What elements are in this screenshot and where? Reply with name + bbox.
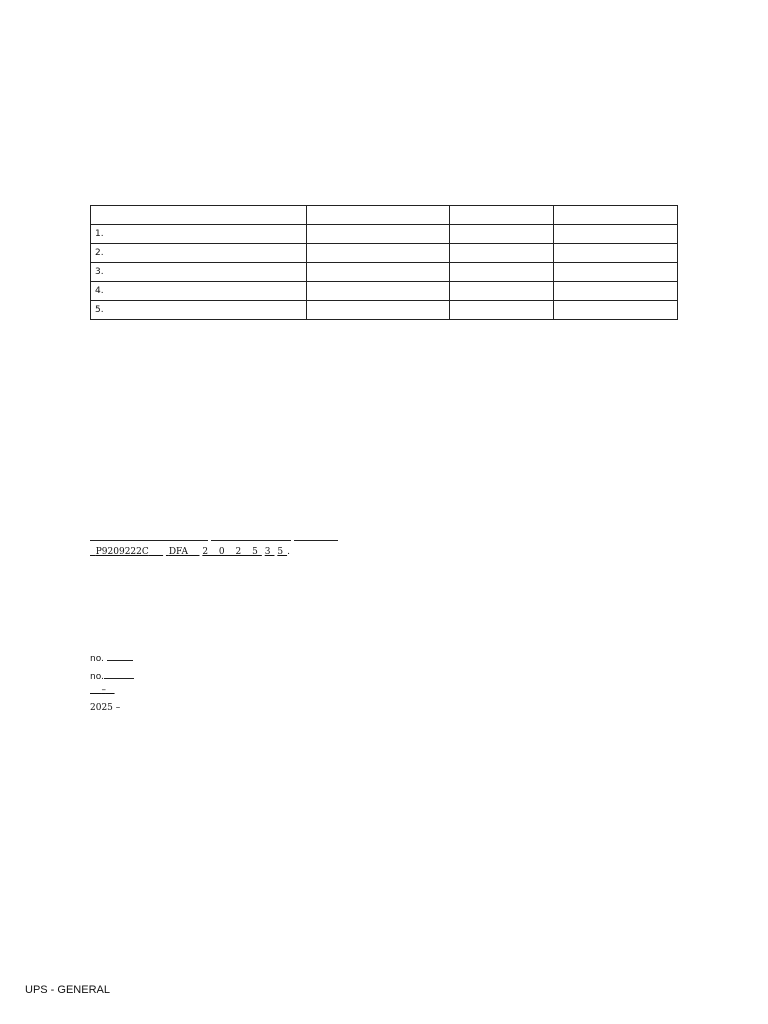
page-number-line: no. (90, 667, 134, 682)
passport-number: P9209222C (95, 547, 149, 557)
name-cell: 2. (91, 244, 307, 263)
statement-paragraph-1 (90, 344, 680, 362)
issue-year: 2 0 2 5 (202, 547, 262, 557)
classification-footer: UPS - GENERAL (25, 984, 110, 996)
notary-line-1 (90, 529, 690, 544)
table-row (91, 301, 678, 320)
status-cell (553, 225, 677, 244)
doc-number-line: no. (90, 649, 133, 664)
series-line: 2025 – (90, 703, 121, 713)
table-row (91, 263, 678, 282)
status-cell (553, 244, 677, 263)
header-name (91, 206, 307, 225)
name-cell: 3. (91, 263, 307, 282)
birth-cell (307, 282, 449, 301)
header-status (553, 206, 677, 225)
book-number-line (90, 685, 115, 695)
status-cell (553, 301, 677, 320)
relationship-cell (449, 282, 553, 301)
birth-cell (307, 263, 449, 282)
relationship-cell (449, 263, 553, 282)
place-blank-field (294, 529, 338, 541)
family-table (90, 205, 678, 320)
birth-cell (307, 244, 449, 263)
relationship-cell (449, 244, 553, 263)
relationship-cell (449, 301, 553, 320)
status-cell (553, 282, 677, 301)
issuing-agency: DFA (168, 547, 189, 557)
date-blank-field (211, 529, 291, 541)
statement-paragraph-3 (90, 409, 680, 427)
name-cell: 1. (91, 225, 307, 244)
name-cell: 4. (91, 282, 307, 301)
table-header-row (91, 206, 678, 225)
statement-paragraph-2 (90, 370, 680, 406)
name-cell: 5. (91, 301, 307, 320)
status-cell (553, 263, 677, 282)
table-row (91, 225, 678, 244)
table-row (91, 282, 678, 301)
intro-paragraph (88, 128, 688, 164)
document-title (0, 94, 768, 118)
header-relationship (449, 206, 553, 225)
blank-field (90, 529, 208, 541)
birth-cell (307, 301, 449, 320)
table-row (91, 244, 678, 263)
relationship-cell (449, 225, 553, 244)
issue-month: 3 (264, 547, 275, 557)
birth-cell (307, 225, 449, 244)
header-birthdate (307, 206, 449, 225)
notary-line-2: P9209222C DFA 2 0 2 5 3 5. (90, 547, 690, 557)
issue-day: 5 (277, 547, 288, 557)
book-number-value: – (101, 685, 106, 695)
